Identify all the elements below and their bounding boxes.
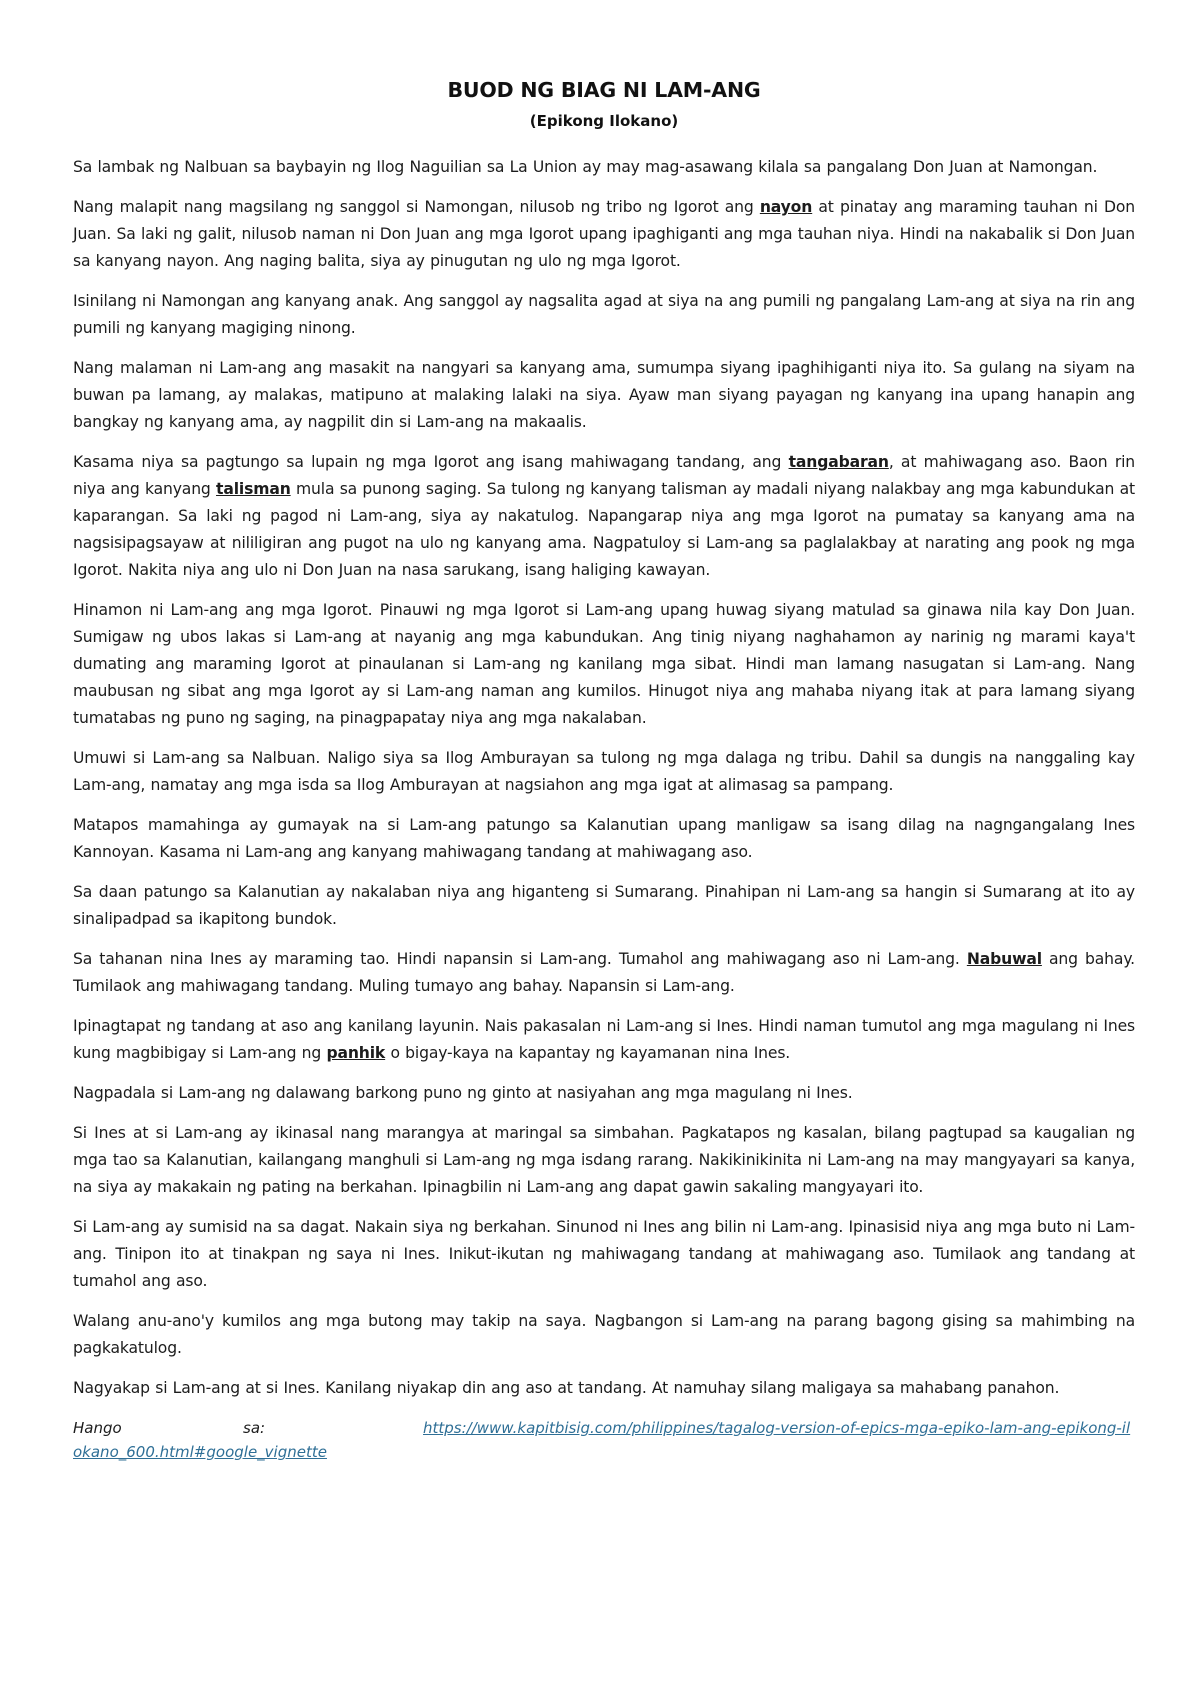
paragraph-text: Sa lambak ng Nalbuan sa baybayin ng Ilog Naguilian sa La Union ay may mag-asawang kilala sa pangalang Don Juan at Namongan. bbox=[73, 158, 1098, 176]
paragraph-text: Nagyakap si Lam-ang at si Ines. Kanilang niyakap din ang aso at tandang. At namuhay silang maligaya sa mahabang panahon. bbox=[73, 1379, 1060, 1397]
paragraph-text: Sa tahanan nina Ines ay maraming tao. Hindi napansin si Lam-ang. Tumahol ang mahiwagang aso ni Lam-ang. bbox=[73, 950, 967, 968]
paragraph-text: Isinilang ni Namongan ang kanyang anak. Ang sanggol ay nagsalita agad at siya na ang pumili ng pangalang Lam-ang at siya na rin ang pumili ng kanyang magiging ninong. bbox=[73, 292, 1135, 337]
paragraph-text: Matapos mamahinga ay gumayak na si Lam-ang patungo sa Kalanutian upang manligaw sa isang dilag na nagngangalang Ines Kannoyan. Kasama ni Lam-ang ang kanyang mahiwagang tandang at mahiwagang aso. bbox=[73, 816, 1135, 861]
paragraph-text: Walang anu-ano'y kumilos ang mga butong may takip na saya. Nagbangon si Lam-ang na parang bagong gising sa mahimbing na pagkakatulog. bbox=[73, 1312, 1135, 1357]
paragraph-text: at pinatay ang maraming tauhan ni Don Juan. Sa laki ng galit, nilusob naman ni Don Juan ang mga Igorot upang ipaghiganti ang mga tauhan niya. Hindi na nakabalik si Don Juan sa kanyang nayon. Ang naging balita, siya ay pinugutan ng ulo ng mga Igorot. bbox=[73, 198, 1135, 270]
source-link[interactable]: https://www.kapitbisig.com/philippines/tagalog-version-of-epics-mga-epiko-lam-ang-epikong-ilokano_600.html#google_vignette bbox=[73, 1419, 1131, 1461]
paragraph bbox=[73, 946, 1135, 1000]
paragraph-text: Si Ines at si Lam-ang ay ikinasal nang marangya at maringal sa simbahan. Pagkatapos ng kasalan, bilang pagtupad sa kaugalian ng mga tao sa Kalanutian, kailangang manghuli si Lam-ang ng mga isdang rarang. Nakikinikinita ni Lam-ang na may mangyayari sa kanya, na siya ay makakain ng pating na berkahan. Ipinagbilin ni Lam-ang ang dapat gawin sakaling mangyayari ito. bbox=[73, 1124, 1135, 1196]
paragraph bbox=[73, 1120, 1135, 1201]
paragraph bbox=[73, 449, 1135, 584]
paragraph bbox=[73, 879, 1135, 933]
paragraph bbox=[73, 812, 1135, 866]
keyword-highlight: nayon bbox=[759, 198, 813, 216]
paragraph bbox=[73, 1375, 1135, 1402]
source-citation bbox=[73, 1416, 1135, 1464]
document-page bbox=[73, 72, 1135, 1464]
paragraph bbox=[73, 194, 1135, 275]
paragraph bbox=[73, 355, 1135, 436]
paragraph bbox=[73, 1214, 1135, 1295]
paragraph-text: Ipinagtapat ng tandang at aso ang kanilang layunin. Nais pakasalan ni Lam-ang si Ines. Hindi naman tumutol ang mga magulang ni Ines kung magbibigay si Lam-ang ng bbox=[73, 1017, 1135, 1062]
paragraph-text: ang bahay. Tumilaok ang mahiwagang tandang. Muling tumayo ang bahay. Napansin si Lam-ang. bbox=[73, 950, 1135, 995]
keyword-highlight: talisman bbox=[216, 480, 291, 498]
source-label bbox=[73, 1416, 423, 1440]
document-subtitle: (Epikong Ilokano) bbox=[529, 112, 679, 130]
paragraph-text: Si Lam-ang ay sumisid na sa dagat. Nakain siya ng berkahan. Sinunod ni Ines ang bilin ni Lam-ang. Ipinasisid niya ang mga buto ni Lam-ang. Tinipon ito at tinakpan ng saya ni Ines. Inikut-ikutan ng mahiwagang tandang at mahiwagang aso. Tumilaok ang tandang at tumahol ang aso. bbox=[73, 1218, 1135, 1290]
paragraph-text: , at mahiwagang aso. Baon rin niya ang kanyang bbox=[73, 453, 1135, 498]
paragraph bbox=[73, 597, 1135, 732]
keyword-highlight: panhik bbox=[326, 1044, 386, 1062]
paragraph-text: Umuwi si Lam-ang sa Nalbuan. Naligo siya sa Ilog Amburayan sa tulong ng mga dalaga ng tribu. Dahil sa dungis na nanggaling kay Lam-ang, namatay ang mga isda sa Ilog Amburayan at nagsiahon ang mga igat at alimasag sa pampang. bbox=[73, 749, 1135, 794]
paragraph-text: Hinamon ni Lam-ang ang mga Igorot. Pinauwi ng mga Igorot si Lam-ang upang huwag siyang matulad sa ginawa nila kay Don Juan. Sumigaw ng ubos lakas si Lam-ang at nayanig ang mga kabundukan. Ang tinig niyang naghahamon ay narinig ng marami kaya't dumating ang maraming Igorot at pinaulanan si Lam-ang ng kanilang mga sibat. Hindi man lamang nasugatan si Lam-ang. Nang maubusan ng sibat ang mga Igorot ay si Lam-ang naman ang kumilos. Hinugot niya ang mahaba niyang itak at para lamang siyang tumatabas ng puno ng saging, na pinagpapatay niya ang mga nakalaban. bbox=[73, 601, 1135, 727]
keyword-highlight: tangabaran bbox=[788, 453, 889, 471]
paragraph-text: o bigay-kaya na kapantay ng kayamanan nina Ines. bbox=[385, 1044, 791, 1062]
paragraph-text: Nang malapit nang magsilang ng sanggol si Namongan, nilusob ng tribo ng Igorot ang bbox=[73, 198, 760, 216]
paragraph-text: mula sa punong saging. Sa tulong ng kanyang talisman ay madali niyang nalakbay ang mga kabundukan at kaparangan. Sa laki ng pagod ni Lam-ang, siya ay nakatulog. Napangarap niya ang mga Igorot na pumatay sa kanyang ama na nagsisipagsayaw at nililigiran ang pugot na ulo ng kanyang ama. Nagpatuloy si Lam-ang sa paglalakbay at narating ang pook ng mga Igorot. Nakita niya ang ulo ni Don Juan na nasa sarukang, isang haliging kawayan. bbox=[73, 480, 1135, 579]
paragraph-text: Sa daan patungo sa Kalanutian ay nakalaban niya ang higanteng si Sumarang. Pinahipan ni Lam-ang sa hangin si Sumarang at ito ay sinalipadpad sa ikapitong bundok. bbox=[73, 883, 1135, 928]
document-title: BUOD NG BIAG NI LAM-ANG bbox=[447, 78, 761, 102]
paragraph bbox=[73, 1308, 1135, 1362]
document-body bbox=[73, 154, 1135, 1402]
paragraph bbox=[73, 1080, 1135, 1107]
source-label-word: sa: bbox=[243, 1419, 266, 1437]
paragraph-text: Kasama niya sa pagtungo sa lupain ng mga Igorot ang isang mahiwagang tandang, ang bbox=[73, 453, 789, 471]
paragraph bbox=[73, 1013, 1135, 1067]
paragraph bbox=[73, 154, 1135, 181]
paragraph-text: Nang malaman ni Lam-ang ang masakit na nangyari sa kanyang ama, sumumpa siyang ipaghihiganti niya ito. Sa gulang na siyam na buwan pa lamang, ay malakas, matipuno at malaking lalaki na siya. Ayaw man siyang payagan ng kanyang ina upang hanapin ang bangkay ng kanyang ama, ay nagpilit din si Lam-ang na makaalis. bbox=[73, 359, 1135, 431]
source-label-word: Hango bbox=[73, 1419, 122, 1437]
keyword-highlight: Nabuwal bbox=[966, 950, 1042, 968]
paragraph-text: Nagpadala si Lam-ang ng dalawang barkong puno ng ginto at nasiyahan ang mga magulang ni Ines. bbox=[73, 1084, 853, 1102]
paragraph bbox=[73, 288, 1135, 342]
paragraph bbox=[73, 745, 1135, 799]
